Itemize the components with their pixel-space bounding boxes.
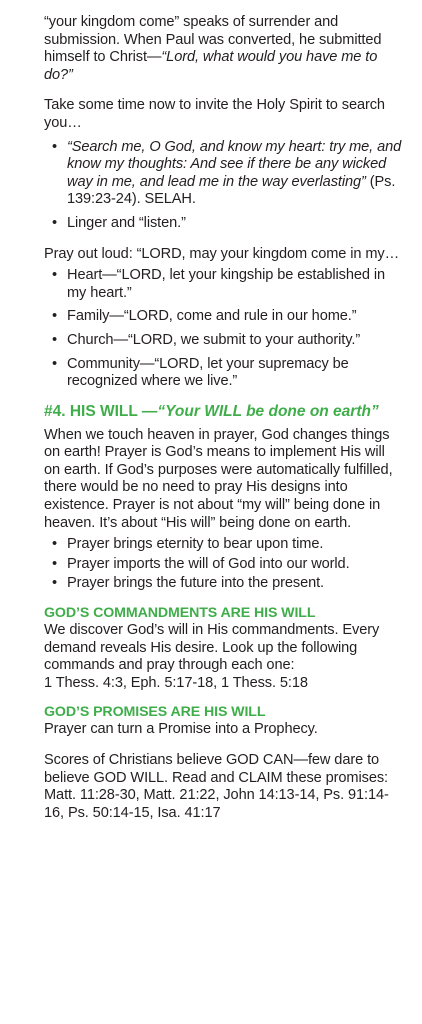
invite-paragraph: Take some time now to invite the Holy Spirit to search you…	[44, 97, 385, 131]
commandments-paragraph: We discover God’s will in His commandments. Every demand reveals His desire. Look up the following commands and pray through each one:	[44, 622, 380, 674]
bullet-icon: •	[52, 267, 58, 284]
promises-paragraph-2: Scores of Christians believe GOD CAN—few dare to believe GOD WILL. Read and CLAIM these promises: Matt. 11:28-30, Matt. 21:22, John 14:13-14, Ps. 91:14-16, Ps. 50:14-15, Isa. 41:17	[44, 752, 389, 821]
list-item	[44, 215, 404, 233]
list-item	[44, 356, 404, 391]
psalm-quote: “Search me, O God, and know my heart: try me, and know my thoughts: And see if there be any wicked way in me, and lead me in the way everlasting”	[67, 138, 402, 190]
list-item	[44, 139, 404, 209]
commandments-references: 1 Thess. 4:3, Eph. 5:17-18, 1 Thess. 5:18	[44, 674, 308, 691]
will-paragraph: When we touch heaven in prayer, God changes things on earth! Prayer is God’s means to implement His will on earth. If God’s purposes were automatically fulfilled, there would be no need to pray His designs into existence. Prayer is not about “my will” being done in heaven. It’s about “His will” being done on earth.	[44, 426, 393, 531]
list-item	[44, 332, 404, 350]
bullet-icon: •	[52, 308, 58, 325]
list-item	[44, 575, 404, 593]
section4-prefix: #4. HIS WILL —	[44, 402, 158, 420]
psalm-reference: (Ps. 139:23-24). SELAH.	[67, 173, 396, 208]
promises-paragraph: Prayer can turn a Promise into a Prophecy.	[44, 721, 318, 738]
bullet-icon: •	[52, 355, 58, 372]
list-item-text: Prayer imports the will of God into our world.	[67, 555, 350, 572]
section4-quote: “Your WILL be done on earth”	[157, 402, 379, 420]
will-list	[44, 536, 404, 593]
kingdom-text: “your kingdom come” speaks of surrender and submission. When Paul was converted, he submitted himself to Christ—	[44, 14, 382, 66]
pray-list	[44, 267, 404, 391]
section4-heading	[44, 403, 404, 421]
bullet-icon: •	[52, 138, 58, 155]
bullet-icon: •	[52, 214, 58, 231]
bullet-icon: •	[52, 575, 58, 592]
list-item	[44, 536, 404, 554]
list-item	[44, 267, 404, 302]
commandments-heading: GOD’S COMMANDMENTS ARE HIS WILL	[44, 605, 316, 622]
list-item-text: Prayer brings eternity to bear upon time.	[67, 536, 324, 553]
list-item-text: Prayer brings the future into the present.	[67, 575, 325, 592]
list-item-text: Heart—“LORD, let your kingship be established in my heart.”	[67, 267, 386, 301]
list-item-text: Family—“LORD, come and rule in our home.”	[67, 308, 357, 325]
pray-paragraph: Pray out loud: “LORD, may your kingdom come in my…	[44, 245, 400, 262]
bullet-icon: •	[52, 331, 58, 348]
search-list	[44, 139, 404, 233]
list-item	[44, 556, 404, 574]
list-item-text: Linger and “listen.”	[67, 214, 186, 231]
bullet-icon: •	[52, 536, 58, 553]
paul-quote: “Lord, what would you have me to do?”	[44, 49, 378, 83]
list-item-text: Church—“LORD, we submit to your authority.”	[67, 331, 361, 348]
bullet-icon: •	[52, 555, 58, 572]
list-item	[44, 308, 404, 326]
promises-heading: GOD’S PROMISES ARE HIS WILL	[44, 704, 266, 721]
kingdom-paragraph	[44, 14, 404, 84]
list-item-text: Community—“LORD, let your supremacy be recognized where we live.”	[67, 355, 349, 390]
